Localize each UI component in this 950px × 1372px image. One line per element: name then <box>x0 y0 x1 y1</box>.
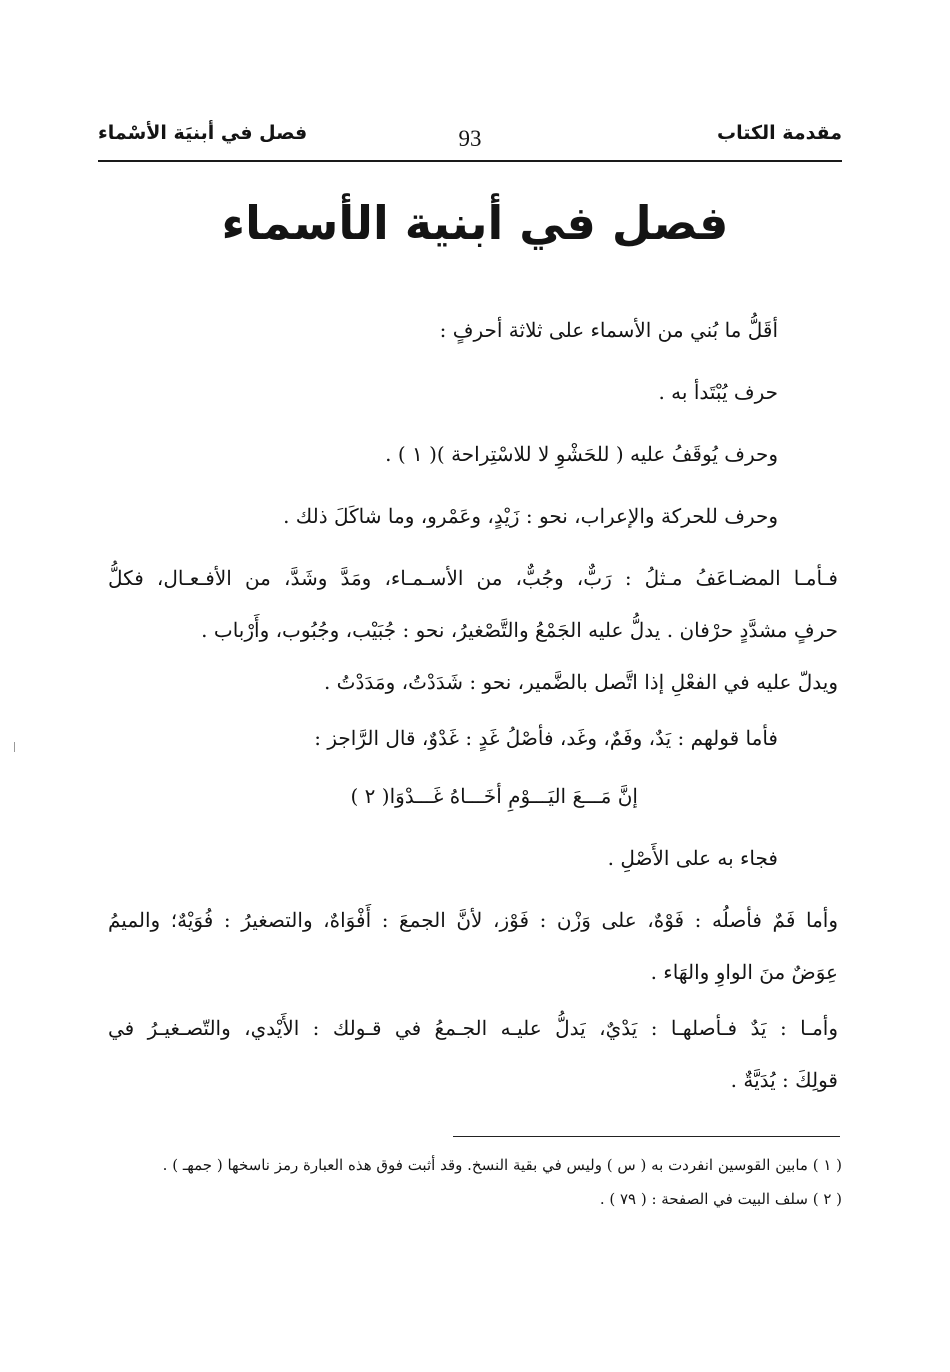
header-chapter-name: مقدمة الكتاب <box>717 122 842 144</box>
paragraph-line: فـأمـا المضـاعَفُ مـثلُ : رَبٌّ، وجُبٌّ، من الأسـمـاء، ومَدَّ وشَدَّ، من الأفـعـال، فكلُّ <box>108 566 838 590</box>
chapter-title: فصل في أبنية الأسماء <box>221 196 729 250</box>
page-number: 93 <box>458 126 482 151</box>
paragraph-line: وحرف للحركة والإعراب، نحو : زَيْدٍ، وعَمْرو، وما شاكَلَ ذلك . <box>283 504 778 528</box>
header-section-name: فصل في أبنيَة الأسْماء <box>98 122 308 144</box>
footnote: ( ٢ ) سلف البيت في الصفحة : ( ٧٩ ) . <box>599 1190 842 1208</box>
paragraph-line: قولِكَ : يُدَيَّةٌ . <box>730 1068 838 1092</box>
scan-mark <box>14 742 15 752</box>
poetry-verse: إنَّ مَـــعَ اليَـــوْمِ أخَـــاهُ غَـــدْوَا( ٢ ) <box>350 784 638 808</box>
paragraph-line: أقَلُّ ما بُني من الأسماء على ثلاثة أحرفٍ : <box>439 318 778 342</box>
paragraph-line: وأما فَمٌ فأصلُه : فَوْهٌ، على وَزْن : فَوْز، لأنَّ الجمعَ : أَفْوَاهٌ، والتصغيرُ : فُوَيْهٌ؛ والميمُ <box>108 908 838 932</box>
paragraph-line: فجاء به على الأَصْلِ . <box>607 846 778 870</box>
paragraph-line: حرفٍ مشدَّدٍ حرْفان . يدلُّ عليه الجَمْعُ والتَّصْغيرُ، نحو : جُبَيْب، وجُبُوب، وأَرْباب . <box>201 618 838 642</box>
paragraph-line: وأمـا : يَدٌ فـأصلهـا : يَدْيٌ، يَدلُّ عليـه الجـمعُ في قـولك : الأَيْدي، والتّصـغيـرُ في <box>108 1016 838 1040</box>
paragraph-line: ويدلّ عليه في الفعْلِ إذا اتَّصل بالضَّمير، نحو : شَدَدْتُ، ومَدَدْتُ . <box>323 670 838 694</box>
paragraph-line: حرف يُبْتَدأ به . <box>658 380 778 404</box>
footnote: ( ١ ) مابين القوسين انفردت به ( س ) وليس في بقية النسخ. وقد أثبت فوق هذه العبارة رمز ناسخها ( جمهـ ) . <box>162 1156 842 1174</box>
footnote-separator <box>453 1136 840 1137</box>
paragraph-line: وحرف يُوقَفُ عليه ( للحَشْوِ لا للاسْتِراحة )( ١ ) . <box>385 442 778 466</box>
paragraph-line: عِوَضٌ منَ الواوِ والهَاء . <box>650 960 838 984</box>
running-header <box>98 118 842 162</box>
paragraph-line: فأما قولهم : يَدٌ، وفَمٌ، وغَد، فأصْلُ غَدٍ : غَدْوٌ، قال الرَّاجز : <box>314 726 778 750</box>
